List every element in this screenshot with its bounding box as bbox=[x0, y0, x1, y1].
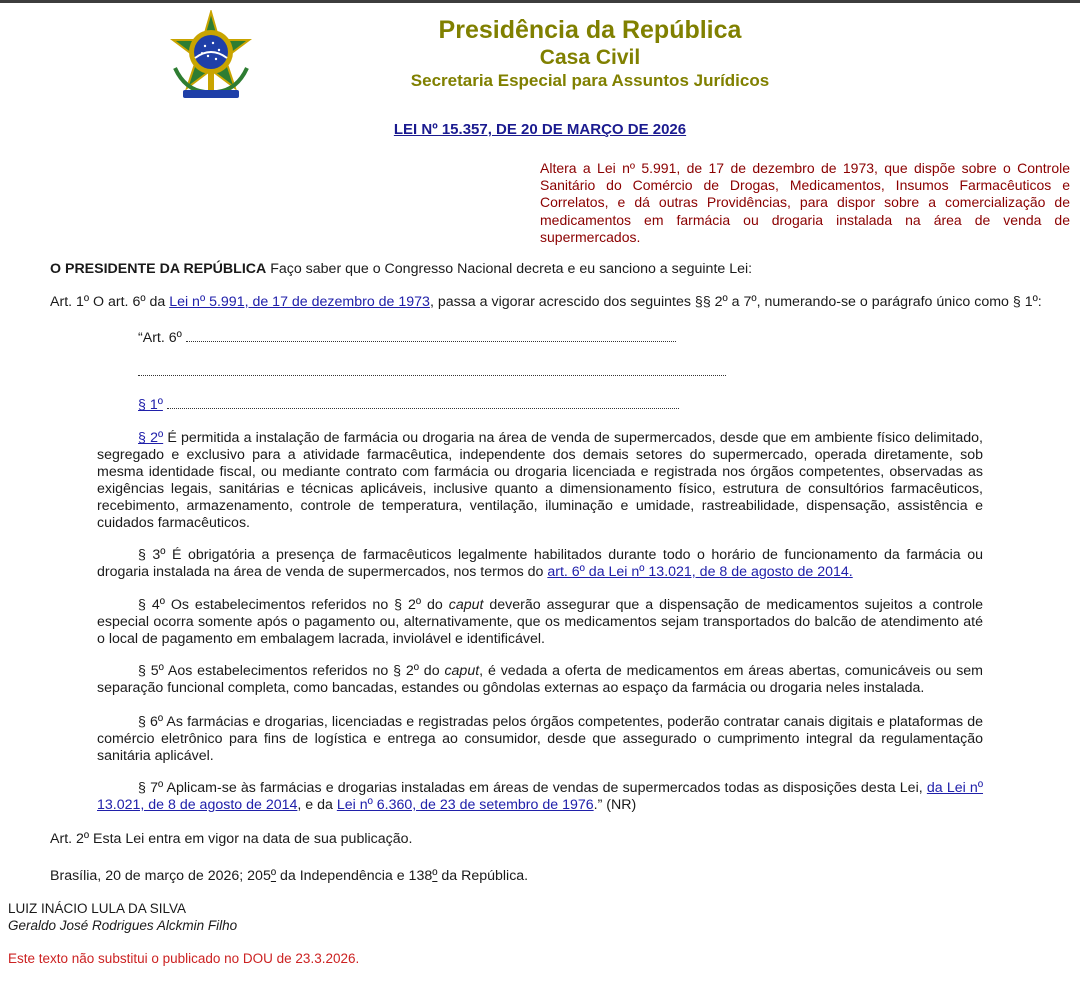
article-2: Art. 2º Esta Lei entra em vigor na data de sua publicação. bbox=[50, 831, 413, 847]
minister-signature: Geraldo José Rodrigues Alckmin Filho bbox=[8, 918, 238, 933]
paragraph-7 bbox=[97, 780, 983, 814]
closing-c: da República. bbox=[437, 868, 529, 884]
quoted-art6-label: “Art. 6º bbox=[138, 330, 182, 346]
omission-dots bbox=[138, 365, 726, 376]
lei-13021-art6-link[interactable]: art. 6º da Lei nº 13.021, de 8 de agosto de 2014. bbox=[547, 564, 853, 580]
par1-link[interactable]: § 1º bbox=[138, 397, 163, 413]
paragraph-6: § 6º As farmácias e drogarias, licenciadas e registradas pelos órgãos competentes, poderão contratar canais digitais e plataformas de comércio eletrônico para fins de logística e entrega ao consumidor, desde que assegurado o cumprimento integral da regulamentação sanitária aplicável. bbox=[97, 714, 983, 764]
paragraph-5 bbox=[97, 663, 983, 697]
paragraph-3 bbox=[97, 547, 983, 581]
lei-5991-link[interactable]: Lei nº 5.991, de 17 de dezembro de 1973 bbox=[169, 294, 430, 310]
par5-a: § 5º Aos estabelecimentos referidos no § 2º do bbox=[138, 663, 445, 679]
par2-text: É permitida a instalação de farmácia ou drogaria na área de venda de supermercados, desde que em ambiente físico delimitado, segregado e exclusivo para a atividade farmacêutica, independente dos demais setores do supermercado, operada diretamente, sob mesma identidade fiscal, ou mediante contrato com farmácia ou drogaria licenciada e registrada nos órgãos competentes, observadas as exigências legais, sanitárias e técnicas aplicáveis, inclusive quanto a dimensionamento físico, estrutura de consultórios farmacêuticos, recebimento, armazenamento, controle de temperatura, ventilação, iluminação e umidade, rastreabilidade, dispensação, assistência e cuidados farmacêuticos. bbox=[97, 430, 984, 531]
par4-a: § 4º Os estabelecimentos referidos no § 2º do bbox=[138, 597, 449, 613]
par2-link[interactable]: § 2º bbox=[138, 430, 164, 446]
omitted-line bbox=[138, 364, 738, 381]
quoted-art6 bbox=[138, 330, 698, 347]
paragraph-2 bbox=[97, 430, 983, 532]
lei-6360-link[interactable]: Lei nº 6.360, de 23 de setembro de 1976 bbox=[336, 797, 594, 813]
presidency-heading: Presidência da República bbox=[438, 16, 742, 44]
lei-13021-link[interactable]: da Lei nº 13.021, de 8 de agosto de 2014 bbox=[97, 780, 984, 813]
article-1 bbox=[50, 294, 1070, 311]
closing-b: da Independência e 138 bbox=[276, 868, 433, 884]
closing-a: Brasília, 20 de março de 2026; 205 bbox=[50, 868, 271, 884]
ordinal-mark: º bbox=[432, 868, 438, 884]
art1-prefix: Art. 1º O art. 6º da bbox=[50, 294, 170, 310]
law-summary: Altera a Lei nº 5.991, de 17 de dezembro de 1973, que dispõe sobre o Controle Sanitário do Comércio de Drogas, Medicamentos, Insumos Farmacêuticos e Correlatos, e dá outras Providências, para dispor sobre a comercialização de medicamentos em farmácia ou drogaria instalada na área de venda de supermercados. bbox=[540, 160, 1070, 245]
casa-civil-heading: Casa Civil bbox=[539, 46, 641, 69]
par7-a: § 7º Aplicam-se às farmácias e drogarias instaladas em áreas de vendas de supermercados todas as disposições desta Lei, bbox=[138, 780, 927, 796]
par3-text: § 3º É obrigatória a presença de farmacêuticos legalmente habilitados durante todo o horário de funcionamento da farmácia ou drogaria instalada na área de venda de supermercados, nos termos do bbox=[97, 547, 983, 580]
par7-c: .” (NR) bbox=[593, 797, 637, 813]
omission-dots bbox=[186, 331, 676, 342]
par4-caput: caput bbox=[448, 597, 484, 613]
art1-suffix: , passa a vigorar acrescido dos seguintes §§ 2º a 7º, numerando-se o parágrafo único como § 1º: bbox=[429, 294, 1042, 310]
dou-disclaimer: Este texto não substitui o publicado no DOU de 23.3.2026. bbox=[8, 951, 360, 966]
top-border bbox=[0, 0, 1080, 3]
paragraph-1 bbox=[138, 397, 698, 414]
ordinal-mark: º bbox=[270, 868, 277, 884]
omission-dots bbox=[167, 398, 679, 409]
par5-caput: caput bbox=[444, 663, 480, 679]
president-signature: LUIZ INÁCIO LULA DA SILVA bbox=[8, 901, 187, 916]
brazil-coat-of-arms-emblem bbox=[165, 10, 257, 102]
secretaria-heading: Secretaria Especial para Assuntos Jurídicos bbox=[410, 71, 770, 90]
par5-b: , é vedada a oferta de medicamentos em áreas abertas, comunicáveis ou sem separação funcional completa, como bancadas, estandes ou gôndolas externas ao espaço da farmácia ou drogaria neles instalada. bbox=[97, 663, 983, 696]
par4-b: deverão assegurar que a dispensação de medicamentos sujeitos a controle especial ocorra somente após o pagamento ou, alternativamente, que os medicamentos sejam transportados do balcão de atendimento até o local de pagamento em embalagem lacrada, inviolável e identificável. bbox=[97, 597, 984, 647]
preamble bbox=[50, 261, 1060, 278]
law-title-link[interactable]: LEI Nº 15.357, DE 20 DE MARÇO DE 2026 bbox=[393, 121, 687, 138]
closing-date bbox=[50, 868, 750, 885]
preamble-president: O PRESIDENTE DA REPÚBLICA bbox=[50, 261, 267, 277]
par7-b: , e da bbox=[297, 797, 337, 813]
preamble-text: Faço saber que o Congresso Nacional decreta e eu sanciono a seguinte Lei: bbox=[266, 261, 753, 277]
paragraph-4 bbox=[97, 597, 983, 648]
